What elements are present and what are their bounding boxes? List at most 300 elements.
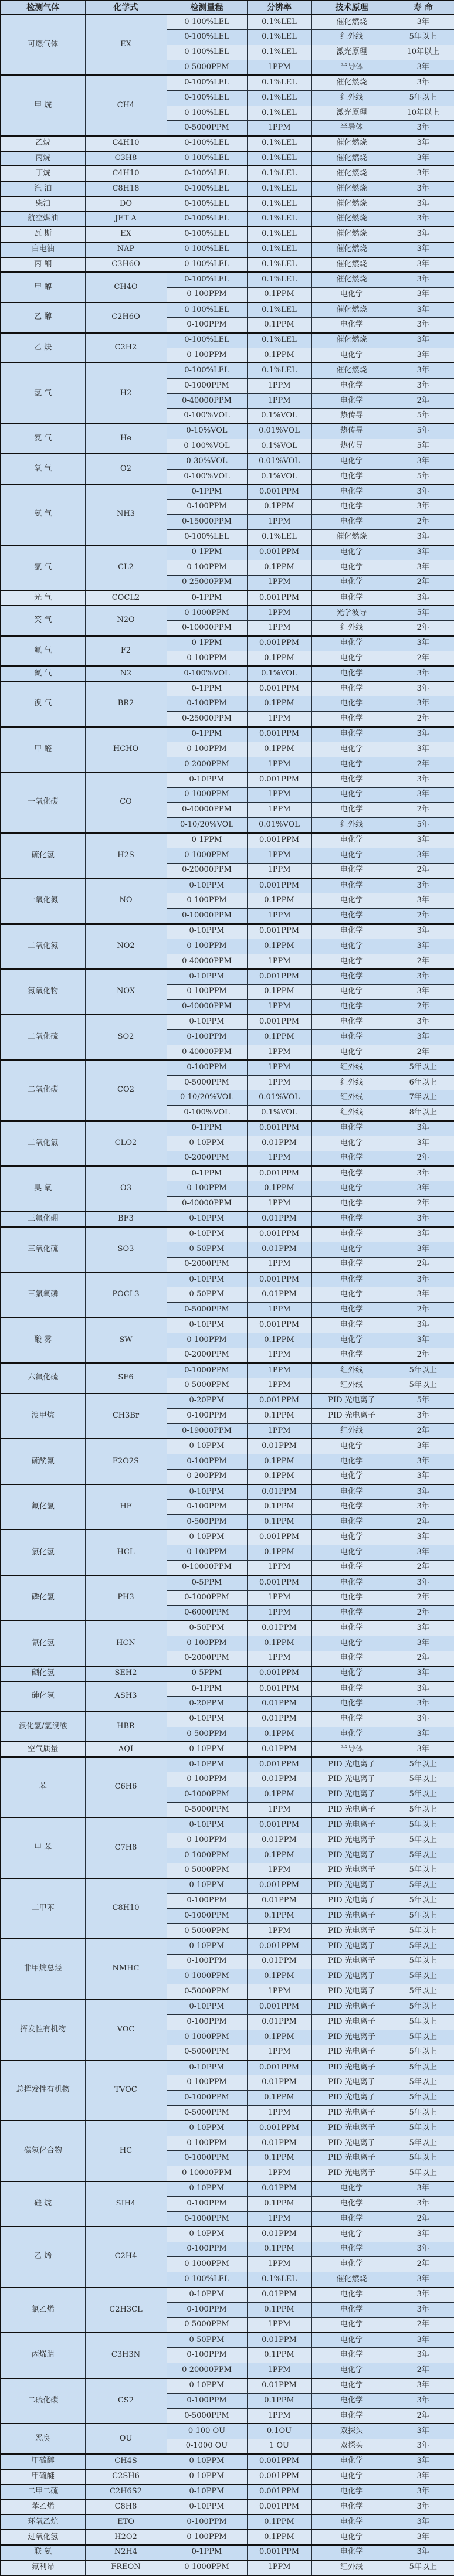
principle-cell: 电化学 [311, 1242, 392, 1257]
lifetime-cell: 3年 [392, 848, 454, 863]
formula-cell: CO [85, 772, 167, 832]
formula-cell: NMHC [85, 1939, 167, 1999]
range-cell: 0-100%LEL [167, 272, 247, 287]
range-cell: 0-10000PPM [167, 1560, 247, 1575]
lifetime-cell: 3年 [392, 636, 454, 651]
principle-cell: 电化学 [311, 1484, 392, 1500]
range-cell: 0-100%LEL [167, 212, 247, 227]
gas-name-cell: 氰化氢 [1, 1620, 85, 1666]
range-cell: 0-10PPM [167, 1136, 247, 1151]
range-cell: 0-1000PPM [167, 2560, 247, 2575]
resolution-cell: 0.001PPM [247, 772, 311, 787]
resolution-cell: 0.1PPM [247, 1409, 311, 1424]
principle-cell: 电化学 [311, 1697, 392, 1712]
range-cell: 0-10PPM [167, 2227, 247, 2242]
resolution-cell: 1PPM [247, 1591, 311, 1606]
resolution-cell: 0.1%LEL [247, 333, 311, 348]
range-cell: 0-5000PPM [167, 121, 247, 136]
gas-name-cell: 光 气 [1, 590, 85, 606]
range-cell: 0-10000PPM [167, 2166, 247, 2181]
principle-cell: PID 光电离子 [311, 2091, 392, 2106]
range-cell: 0-6000PPM [167, 1606, 247, 1621]
gas-name-cell: 甲 醇 [1, 272, 85, 303]
lifetime-cell: 3年 [392, 924, 454, 939]
range-cell: 0-1000PPM [167, 2151, 247, 2166]
lifetime-cell: 3年 [392, 1272, 454, 1287]
lifetime-cell: 2年 [392, 712, 454, 727]
gas-name-cell: 三氧化硫 [1, 1227, 85, 1273]
resolution-cell: 0.001PPM [247, 727, 311, 742]
formula-cell: C7H8 [85, 1817, 167, 1878]
gas-name-cell: 空气质量 [1, 1742, 85, 1757]
lifetime-cell: 3年 [392, 1620, 454, 1636]
gas-name-cell: 白电油 [1, 242, 85, 257]
range-cell: 0-100PPM [167, 2014, 247, 2030]
gas-name-cell: 挥发性有机物 [1, 2000, 85, 2060]
lifetime-cell: 3年 [392, 2393, 454, 2408]
principle-cell: 电化学 [311, 2393, 392, 2408]
range-cell: 0-1PPM [167, 681, 247, 696]
table-row [1, 363, 454, 378]
principle-cell: 电化学 [311, 696, 392, 712]
resolution-cell: 0.1PPM [247, 1333, 311, 1348]
resolution-cell: 0.001PPM [247, 1166, 311, 1181]
range-cell: 0-100PPM [167, 2393, 247, 2408]
lifetime-cell: 5年以上 [392, 1757, 454, 1772]
principle-cell: 电化学 [311, 954, 392, 969]
resolution-cell: 0.1PPM [247, 499, 311, 515]
gas-name-cell: 非甲烷总烃 [1, 1939, 85, 1999]
lifetime-cell: 3年 [392, 1712, 454, 1727]
range-cell: 0-1000PPM [167, 2030, 247, 2045]
table-row [1, 15, 454, 30]
range-cell: 0-100PPM [167, 651, 247, 666]
principle-cell: 电化学 [311, 1136, 392, 1151]
formula-cell: AQI [85, 1742, 167, 1757]
gas-name-cell: 溴化氢/氢溴酸 [1, 1712, 85, 1742]
gas-name-cell: 硅 烷 [1, 2181, 85, 2227]
lifetime-cell: 3年 [392, 2348, 454, 2363]
resolution-cell: 0.001PPM [247, 1015, 311, 1030]
resolution-cell: 1PPM [247, 2363, 311, 2378]
lifetime-cell: 5年 [392, 818, 454, 833]
principle-cell: PID 光电离子 [311, 1923, 392, 1939]
range-cell: 0-20PPM [167, 1697, 247, 1712]
table-row [1, 242, 454, 257]
gas-name-cell: 二氧化氮 [1, 924, 85, 970]
lifetime-cell: 5年以上 [392, 1848, 454, 1863]
principle-cell: 电化学 [311, 2302, 392, 2317]
lifetime-cell: 3年 [392, 1409, 454, 1424]
table-row [1, 333, 454, 348]
table-row [1, 2120, 454, 2136]
resolution-cell: 0.001PPM [247, 636, 311, 651]
gas-name-cell: 氨 气 [1, 484, 85, 545]
gas-name-cell: 可燃气体 [1, 15, 85, 75]
table-row [1, 545, 454, 560]
formula-cell: NAP [85, 242, 167, 257]
principle-cell: 电化学 [311, 1712, 392, 1727]
formula-cell: O3 [85, 1166, 167, 1212]
lifetime-cell: 5年以上 [392, 2045, 454, 2060]
resolution-cell: 0.1%LEL [247, 45, 311, 60]
principle-cell: 电化学 [311, 1727, 392, 1742]
principle-cell: 电化学 [311, 378, 392, 393]
range-cell: 0-100%LEL [167, 106, 247, 121]
table-row [1, 2469, 454, 2485]
gas-name-cell: 溴甲烷 [1, 1394, 85, 1439]
gas-name-cell: 硒化氢 [1, 1666, 85, 1681]
range-cell: 0-10PPM [167, 2469, 247, 2485]
resolution-cell: 0.01PPM [247, 1287, 311, 1303]
lifetime-cell: 3年 [392, 2302, 454, 2317]
resolution-cell: 0.1PPM [247, 2530, 311, 2545]
lifetime-cell: 3年 [392, 1318, 454, 1333]
range-cell: 0-100%VOL [167, 1106, 247, 1121]
lifetime-cell: 5年 [392, 409, 454, 424]
resolution-cell: 1PPM [247, 757, 311, 772]
principle-cell: PID 光电离子 [311, 1817, 392, 1833]
range-cell: 0-10PPM [167, 1272, 247, 1287]
principle-cell: 电化学 [311, 803, 392, 818]
gas-name-cell: 环氧乙烷 [1, 2514, 85, 2530]
table-row [1, 166, 454, 181]
lifetime-cell: 5年以上 [392, 1863, 454, 1878]
lifetime-cell: 3年 [392, 1697, 454, 1712]
resolution-cell: 0.01PPM [247, 2014, 311, 2030]
gas-name-cell: 乙 醇 [1, 303, 85, 333]
formula-cell: SEH2 [85, 1666, 167, 1681]
table-row [1, 212, 454, 227]
resolution-cell: 0.1%LEL [247, 303, 311, 318]
lifetime-cell: 10年以上 [392, 106, 454, 121]
lifetime-cell: 3年 [392, 2469, 454, 2485]
col-header-range: 检测量程 [167, 1, 247, 15]
formula-cell: NH3 [85, 484, 167, 545]
principle-cell: 电化学 [311, 787, 392, 803]
resolution-cell: 0.1PPM [247, 2348, 311, 2363]
principle-cell: 电化学 [311, 2408, 392, 2424]
range-cell: 0-20PPM [167, 1394, 247, 1409]
formula-cell: FREON [85, 2560, 167, 2575]
table-row [1, 969, 454, 984]
resolution-cell: 0.001PPM [247, 1394, 311, 1409]
principle-cell: 催化燃烧 [311, 196, 392, 212]
principle-cell: 电化学 [311, 2227, 392, 2242]
range-cell: 0-100PPM [167, 287, 247, 303]
principle-cell: 电化学 [311, 984, 392, 1000]
principle-cell: 电化学 [311, 1333, 392, 1348]
principle-cell: PID 光电离子 [311, 2136, 392, 2151]
gas-name-cell: 丙 酮 [1, 257, 85, 273]
resolution-cell: 0.01PPM [247, 1954, 311, 1969]
lifetime-cell: 3年 [392, 742, 454, 757]
lifetime-cell: 3年 [392, 1636, 454, 1651]
range-cell: 0-100PPM [167, 1181, 247, 1197]
resolution-cell: 0.1%VOL [247, 409, 311, 424]
lifetime-cell: 5年以上 [392, 1894, 454, 1909]
principle-cell: 电化学 [311, 1000, 392, 1015]
formula-cell: CO2 [85, 1060, 167, 1120]
range-cell: 0-1000PPM [167, 1591, 247, 1606]
resolution-cell: 0.001PPM [247, 1272, 311, 1287]
table-row [1, 1060, 454, 1075]
formula-cell: NOX [85, 969, 167, 1015]
principle-cell: PID 光电离子 [311, 2151, 392, 2166]
lifetime-cell: 3年 [392, 287, 454, 303]
formula-cell: H2 [85, 363, 167, 423]
principle-cell: 电化学 [311, 469, 392, 484]
gas-name-cell: 氯化氢 [1, 1530, 85, 1575]
table-row [1, 2181, 454, 2197]
range-cell: 0-100%LEL [167, 30, 247, 45]
range-cell: 0-10PPM [167, 2454, 247, 2469]
principle-cell: 红外线 [311, 90, 392, 106]
formula-cell: H2S [85, 833, 167, 879]
lifetime-cell: 3年 [392, 196, 454, 212]
principle-cell: 电化学 [311, 575, 392, 590]
resolution-cell: 0.1PPM [247, 1454, 311, 1469]
lifetime-cell: 3年 [392, 1181, 454, 1197]
principle-cell: 电化学 [311, 1620, 392, 1636]
principle-cell: 电化学 [311, 1591, 392, 1606]
table-row [1, 924, 454, 939]
resolution-cell: 1PPM [247, 1560, 311, 1575]
lifetime-cell: 3年 [392, 969, 454, 984]
lifetime-cell: 2年 [392, 1651, 454, 1666]
resolution-cell: 1PPM [247, 378, 311, 393]
principle-cell: 电化学 [311, 863, 392, 878]
lifetime-cell: 3年 [392, 2545, 454, 2560]
range-cell: 0-100 OU [167, 2424, 247, 2439]
table-row [1, 1939, 454, 1954]
principle-cell: 电化学 [311, 1303, 392, 1318]
resolution-cell: 0.01PPM [247, 2333, 311, 2348]
principle-cell: 电化学 [311, 484, 392, 499]
resolution-cell: 0.001PPM [247, 1817, 311, 1833]
principle-cell: 红外线 [311, 1060, 392, 1075]
table-row [1, 2485, 454, 2500]
resolution-cell: 0.1PPM [247, 2514, 311, 2530]
resolution-cell: 0.1PPM [247, 1727, 311, 1742]
lifetime-cell: 5年以上 [392, 30, 454, 45]
range-cell: 0-100%LEL [167, 45, 247, 60]
principle-cell: 红外线 [311, 621, 392, 636]
resolution-cell: 0.1PPM [247, 651, 311, 666]
resolution-cell: 0.1%LEL [247, 166, 311, 181]
principle-cell: 双探头 [311, 2424, 392, 2439]
resolution-cell: 0.1%LEL [247, 530, 311, 545]
resolution-cell: 0.01PPM [247, 2227, 311, 2242]
table-row [1, 227, 454, 242]
resolution-cell: 1PPM [247, 2211, 311, 2227]
range-cell: 0-100%LEL [167, 2272, 247, 2288]
resolution-cell: 0.01PPM [247, 1620, 311, 1636]
formula-cell: C2H2 [85, 333, 167, 363]
principle-cell: 电化学 [311, 893, 392, 909]
table-row [1, 1166, 454, 1181]
table-row [1, 1318, 454, 1333]
table-row [1, 1878, 454, 1894]
range-cell: 0-1000PPM [167, 787, 247, 803]
resolution-cell: 0.01PPM [247, 1484, 311, 1500]
range-cell: 0-10PPM [167, 1484, 247, 1500]
principle-cell: PID 光电离子 [311, 1863, 392, 1878]
formula-cell: F2 [85, 636, 167, 667]
resolution-cell: 0.1%LEL [247, 257, 311, 273]
lifetime-cell: 5年以上 [392, 2060, 454, 2075]
range-cell: 0-10PPM [167, 1878, 247, 1894]
range-cell: 0-25000PPM [167, 712, 247, 727]
resolution-cell: 0.1PPM [247, 1787, 311, 1803]
principle-cell: 电化学 [311, 1318, 392, 1333]
lifetime-cell: 3年 [392, 212, 454, 227]
resolution-cell: 0.1PPM [247, 1469, 311, 1484]
resolution-cell: 0.001PPM [247, 1681, 311, 1697]
resolution-cell: 0.1%VOL [247, 666, 311, 681]
gas-name-cell: 砷化氢 [1, 1681, 85, 1712]
lifetime-cell: 2年 [392, 863, 454, 878]
range-cell: 0-100PPM [167, 318, 247, 333]
lifetime-cell: 5年 [392, 439, 454, 454]
principle-cell: 电化学 [311, 878, 392, 893]
range-cell: 0-1PPM [167, 484, 247, 499]
gas-name-cell: 氢 气 [1, 363, 85, 423]
table-row [1, 666, 454, 681]
resolution-cell: 0.01PPM [247, 1894, 311, 1909]
gas-name-cell: 二氧化碳 [1, 1060, 85, 1120]
principle-cell: 电化学 [311, 939, 392, 954]
lifetime-cell: 3年 [392, 181, 454, 196]
range-cell: 0-40000PPM [167, 1045, 247, 1060]
col-header-principle: 技术原理 [311, 1, 392, 15]
formula-cell: C8H8 [85, 2499, 167, 2514]
resolution-cell: 1PPM [247, 1151, 311, 1166]
formula-cell: He [85, 424, 167, 454]
lifetime-cell: 3年 [392, 2514, 454, 2530]
resolution-cell: 1PPM [247, 121, 311, 136]
lifetime-cell: 5年 [392, 606, 454, 621]
range-cell: 0-10PPM [167, 1817, 247, 1833]
table-row [1, 1121, 454, 1136]
lifetime-cell: 3年 [392, 1015, 454, 1030]
range-cell: 0-100PPM [167, 2075, 247, 2091]
resolution-cell: 1PPM [247, 2560, 311, 2575]
range-cell: 0-100%VOL [167, 439, 247, 454]
formula-cell: C3H3N [85, 2333, 167, 2378]
principle-cell: 电化学 [311, 909, 392, 924]
lifetime-cell: 5年以上 [392, 1954, 454, 1969]
principle-cell: 半导体 [311, 121, 392, 136]
resolution-cell: 1PPM [247, 1363, 311, 1378]
principle-cell: 催化燃烧 [311, 2272, 392, 2288]
lifetime-cell: 8年以上 [392, 1106, 454, 1121]
table-row [1, 590, 454, 606]
range-cell: 0-100PPM [167, 1060, 247, 1075]
range-cell: 0-5000PPM [167, 1378, 247, 1394]
range-cell: 0-2000PPM [167, 1151, 247, 1166]
formula-cell: BR2 [85, 681, 167, 727]
principle-cell: 电化学 [311, 1151, 392, 1166]
resolution-cell: 0.1PPM [247, 939, 311, 954]
range-cell: 0-5PPM [167, 1666, 247, 1681]
resolution-cell: 0.001PPM [247, 833, 311, 848]
range-cell: 0-200PPM [167, 1469, 247, 1484]
lifetime-cell: 3年 [392, 499, 454, 515]
formula-cell: C3H6O [85, 257, 167, 273]
resolution-cell: 1PPM [247, 954, 311, 969]
resolution-cell: 1PPM [247, 1075, 311, 1090]
range-cell: 0-100%LEL [167, 333, 247, 348]
resolution-cell: 1PPM [247, 1378, 311, 1394]
gas-name-cell: 氮氧化物 [1, 969, 85, 1015]
gas-name-cell: 柴油 [1, 196, 85, 212]
formula-cell: ASH3 [85, 1681, 167, 1712]
formula-cell: H2O2 [85, 2530, 167, 2545]
resolution-cell: 0.001PPM [247, 969, 311, 984]
principle-cell: 电化学 [311, 2257, 392, 2272]
range-cell: 0-100PPM [167, 2136, 247, 2151]
principle-cell: 电化学 [311, 848, 392, 863]
resolution-cell: 0.1PPM [247, 696, 311, 712]
lifetime-cell: 5年以上 [392, 2000, 454, 2015]
range-cell: 0-100PPM [167, 2348, 247, 2363]
principle-cell: PID 光电离子 [311, 1803, 392, 1818]
principle-cell: 电化学 [311, 1530, 392, 1545]
principle-cell: 电化学 [311, 2288, 392, 2303]
lifetime-cell: 3年 [392, 878, 454, 893]
range-cell: 0-100PPM [167, 2242, 247, 2257]
principle-cell: 半导体 [311, 1742, 392, 1757]
principle-cell: PID 光电离子 [311, 1394, 392, 1409]
gas-name-cell: 苯 [1, 1757, 85, 1817]
table-row [1, 1681, 454, 1697]
resolution-cell: 1 OU [247, 2439, 311, 2454]
resolution-cell: 0.01PPM [247, 1742, 311, 1757]
principle-cell: 电化学 [311, 712, 392, 727]
range-cell: 0-10PPM [167, 1939, 247, 1954]
gas-name-cell: 三氟化硼 [1, 1212, 85, 1227]
principle-cell: 催化燃烧 [311, 181, 392, 196]
lifetime-cell: 3年 [392, 348, 454, 363]
range-cell: 0-5000PPM [167, 60, 247, 76]
gas-name-cell: 溴 气 [1, 681, 85, 727]
lifetime-cell: 2年 [392, 1000, 454, 1015]
table-row [1, 1817, 454, 1833]
range-cell: 0-2000PPM [167, 1348, 247, 1363]
resolution-cell: 1PPM [247, 909, 311, 924]
lifetime-cell: 3年 [392, 727, 454, 742]
range-cell: 0-1000PPM [167, 606, 247, 621]
range-cell: 0-100PPM [167, 2514, 247, 2530]
lifetime-cell: 3年 [392, 833, 454, 848]
resolution-cell: 0.1PPM [247, 2302, 311, 2317]
principle-cell: 电化学 [311, 924, 392, 939]
lifetime-cell: 2年 [392, 575, 454, 590]
table-row [1, 772, 454, 787]
resolution-cell: 0.01PPM [247, 1212, 311, 1227]
lifetime-cell: 3年 [392, 939, 454, 954]
range-cell: 0-100PPM [167, 2197, 247, 2212]
resolution-cell: 0.001PPM [247, 1121, 311, 1136]
principle-cell: 电化学 [311, 969, 392, 984]
formula-cell: C2H6S2 [85, 2485, 167, 2500]
resolution-cell: 1PPM [247, 803, 311, 818]
resolution-cell: 0.001PPM [247, 2499, 311, 2514]
gas-name-cell: 三氯氧磷 [1, 1272, 85, 1318]
range-cell: 0-10PPM [167, 1212, 247, 1227]
range-cell: 0-5000PPM [167, 1803, 247, 1818]
